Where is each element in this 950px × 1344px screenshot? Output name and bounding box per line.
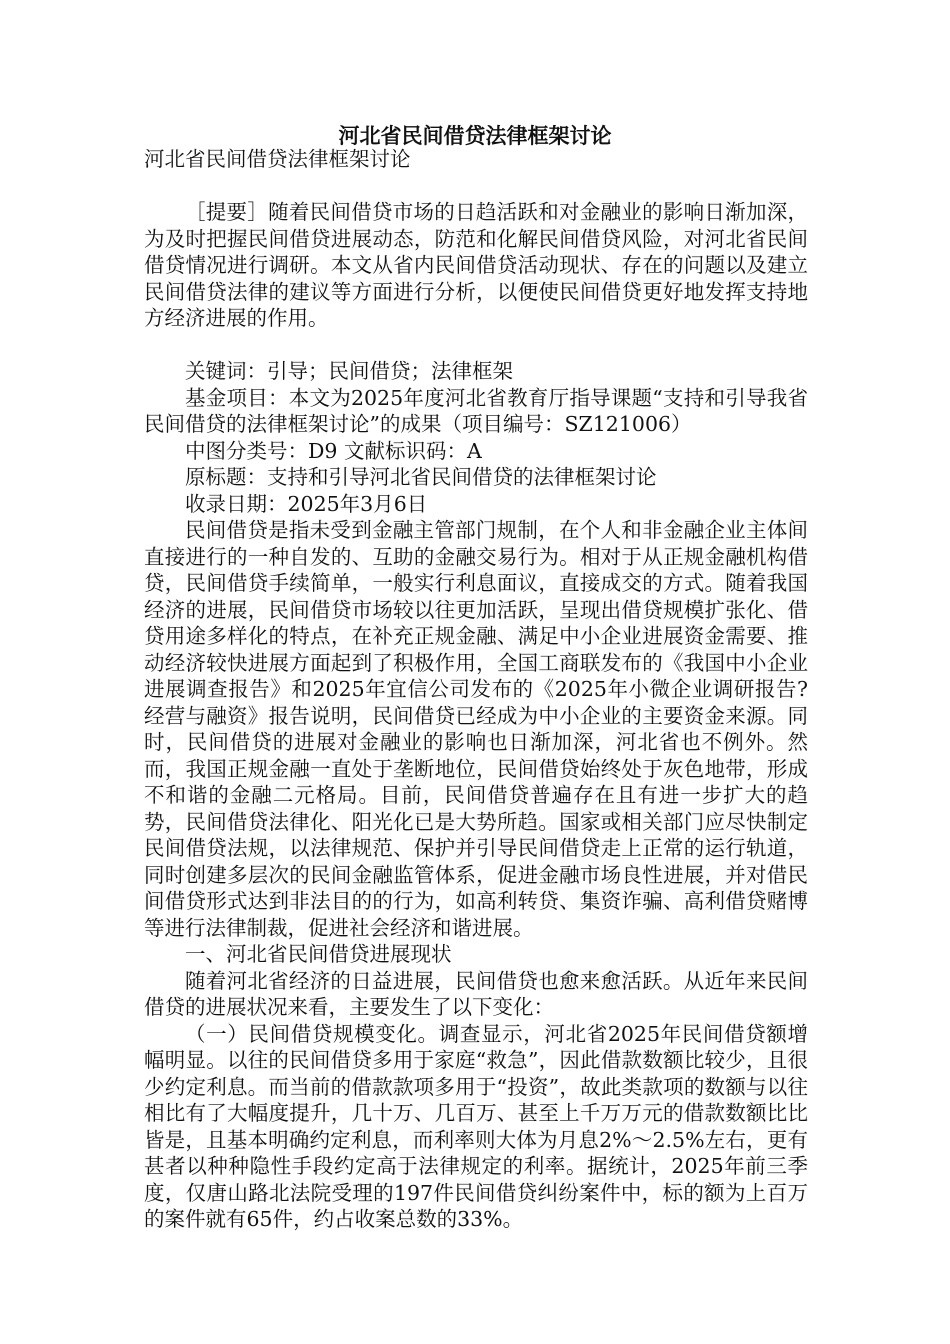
- fund-line: 基金项目：本文为2025年度河北省教育厅指导课题“支持和引导我省民间借贷的法律框架讨论”的成果（项目编号：SZ121006）: [144, 385, 808, 436]
- original-title-line: 原标题：支持和引导河北省民间借贷的法律框架讨论: [185, 465, 657, 489]
- spacer: [144, 332, 808, 359]
- intro-paragraph: 民间借贷是指未受到金融主管部门规制，在个人和非金融企业主体间直接进行的一种自发的、互助的金融交易行为。相对于从正规金融机构借贷，民间借贷手续简单，一般实行利息面议，直接成交的方式。随着我国经济的进展，民间借贷市场较以往更加活跃，呈现出借贷规模扩张化、借贷用途多样化的特点，在补充正规金融、满足中小企业进展资金需要、推动经济较快进展方面起到了积极作用，全国工商联发布的《我国中小企业进展调查报告》和2025年宜信公司发布的《2025年小微企业调研报告?经营与融资》报告说明，民间借贷已经成为中小企业的主要资金来源。同时，民间借贷的进展对金融业的影响也日渐加深，河北省也不例外。然而，我国正规金融一直处于垄断地位，民间借贷始终处于灰色地带，形成不和谐的金融二元格局。目前，民间借贷普遍存在且有进一步扩大的趋势，民间借贷法律化、阳光化已是大势所趋。国家或相关部门应尽快制定民间借贷法规，以法律规范、保护并引导民间借贷走上正常的运行轨道，同时创建多层次的民间金融监管体系，促进金融市场良性进展，并对借民间借贷形式达到非法目的的行为，如高利转贷、集资诈骗、高利借贷赌博等进行法律制裁，促进社会经济和谐进展。: [144, 518, 808, 940]
- section-heading: 一、河北省民间借贷进展现状: [185, 942, 452, 966]
- document-body: [144, 146, 808, 1233]
- classification-line: 中图分类号：D9 文献标识码：A: [185, 438, 482, 463]
- received-date-line: 收录日期：2025年3月6日: [185, 491, 428, 516]
- document-subtitle: 河北省民间借贷法律框架讨论: [144, 147, 411, 171]
- keywords-line: 关键词：引导；民间借贷；法律框架: [185, 359, 513, 383]
- section-item-paragraph: （一）民间借贷规模变化。调查显示，河北省2025年民间借贷额增幅明显。以往的民间借贷多用于家庭“救急”，因此借款数额比较少，且很少约定利息。而当前的借款款项多用于“投资”，故此类款项的数额与以往相比有了大幅度提升，几十万、几百万、甚至上千万万元的借款数额比比皆是，且基本明确约定利息，而利率则大体为月息2%～2.5%左右，更有甚者以种种隐性手段约定高于法律规定的利率。据统计，2025年前三季度，仅唐山路北法院受理的197件民间借贷纠纷案件中，标的额为上百万的案件就有65件，约占收案总数的33%。: [144, 1021, 808, 1231]
- document-title: 河北省民间借贷法律框架讨论: [338, 124, 612, 148]
- section-intro-paragraph: 随着河北省经济的日益进展，民间借贷也愈来愈活跃。从近年来民间借贷的进展状况来看，主要发生了以下变化：: [144, 968, 808, 1019]
- abstract-paragraph: ［提要］随着民间借贷市场的日趋活跃和对金融业的影响日渐加深，为及时把握民间借贷进展动态，防范和化解民间借贷风险，对河北省民间借贷情况进行调研。本文从省内民间借贷活动现状、存在的问题以及建立民间借贷法律的建议等方面进行分析，以便使民间借贷更好地发挥支持地方经济进展的作用。: [144, 200, 808, 330]
- spacer: [144, 173, 808, 200]
